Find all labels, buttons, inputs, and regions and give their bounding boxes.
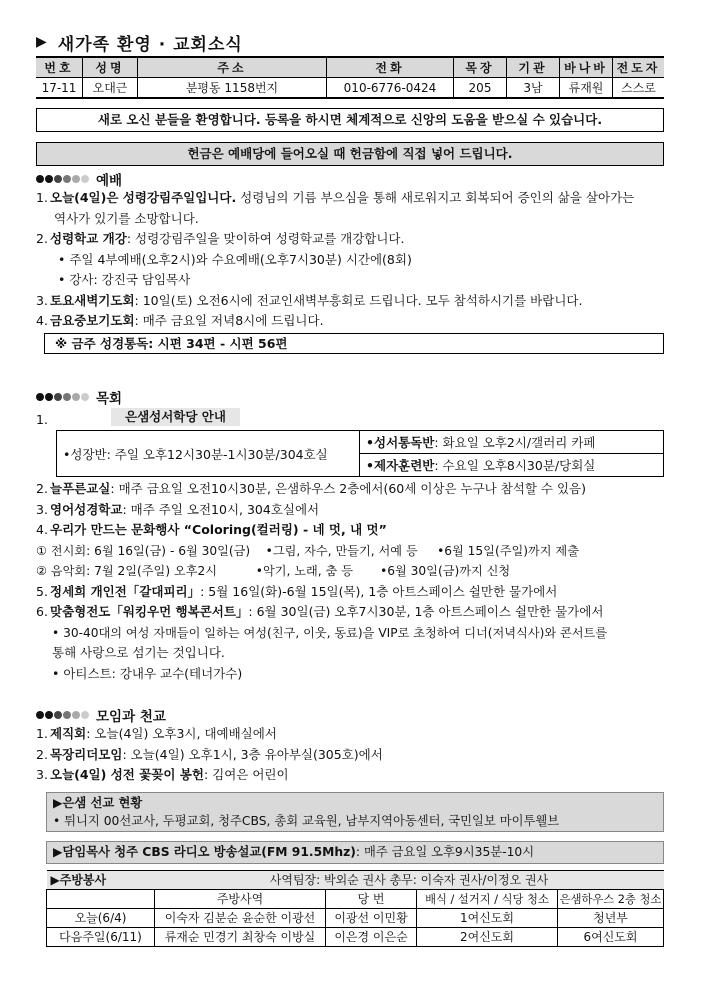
- header-cell: 당 번: [326, 889, 417, 908]
- header-cell: 번호: [36, 57, 83, 78]
- list-item: 2. 목장리더모임: 오늘(4일) 오후1시, 3층 유아부실(305호)에서: [36, 746, 383, 762]
- pastoral-section: [36, 388, 664, 685]
- eunsaem-school-box: [56, 409, 664, 477]
- list-item: 4. 우리가 만드는 문화행사 “Coloring(컬러링) - 네 멋, 내 멋”: [36, 522, 387, 537]
- list-item: 2. 늘푸른교실: 매주 금요일 오전10시30분, 은샘하우스 2층에서(60세 이상은 누구나 참석할 수 있음): [36, 481, 586, 496]
- cell: 오늘(6/4): [47, 908, 155, 927]
- cell: 이은경 이은순: [326, 927, 417, 946]
- cell: 류재순 민경기 최창숙 이방실: [155, 927, 326, 946]
- header-cell: 은샘하우스 2층 청소: [558, 889, 664, 908]
- header-cell: 성명: [83, 57, 138, 78]
- newcomer-table: [36, 56, 664, 99]
- header-cell: [47, 889, 155, 908]
- sub-item: • 강사: 강진국 담임목사: [58, 272, 191, 287]
- cell: 다음주일(6/11): [47, 927, 155, 946]
- offering-box: 헌금은 예배당에 들어오실 때 헌금함에 직접 넣어 드립니다.: [36, 142, 664, 166]
- mission-title: ▶은샘 선교 현황: [53, 795, 143, 810]
- cell: 2여신도회: [417, 927, 558, 946]
- newcomer-row: [36, 78, 664, 99]
- newcomer-header-row: [36, 57, 664, 78]
- page-title: [36, 30, 664, 54]
- eunsaem-table: [56, 430, 664, 477]
- section-heading: [36, 388, 664, 406]
- cell: 청년부: [558, 908, 664, 927]
- list-item: 1. 제직회: 오늘(4일) 오후3시, 대예배실에서: [36, 726, 277, 741]
- cell: 205: [454, 78, 507, 99]
- table-row: [47, 927, 664, 946]
- gathering-section: [36, 706, 664, 786]
- header-cell: 바나바: [560, 57, 613, 78]
- cell: 이광선 이민황: [326, 908, 417, 927]
- sub-item: • 아티스트: 강내우 교수(테너가수): [52, 665, 243, 681]
- cell: 오대근: [83, 78, 138, 99]
- sub-item: ② 음악회: 7월 2일(주일) 오후2시 •악기, 노래, 춤 등 •6월 30일(금)까지 신청: [36, 564, 511, 578]
- section-title: 예배: [96, 173, 123, 189]
- dots-icon: [36, 711, 90, 719]
- sub-item: • 주일 4부예배(오후2시)와 수요예배(오후7시30분) 시간에(8회): [58, 251, 412, 267]
- header-cell: 목장: [454, 57, 507, 78]
- kitchen-service: [46, 870, 664, 947]
- cell: 이숙자 김분순 윤순한 이광선: [155, 908, 326, 927]
- header-cell: 배식 / 설거지 / 식당 청소: [417, 889, 558, 908]
- list-item: 3. 오늘(4일) 성전 꽃꽂이 봉헌: 김여은 어린이: [36, 767, 289, 782]
- mission-text: • 튀니지 00선교사, 두평교회, 청주CBS, 총회 교육원, 남부지역아동센터, 국민일보 마이투웰브: [53, 813, 560, 828]
- sub-item: • 30-40대의 여성 자매들이 일하는 여성(친구, 이웃, 동료)을 VIP로 초청하여 디너(저녁식사)와 콘서트를: [52, 625, 608, 640]
- page-title-text: 새가족 환영 · 교회소식: [57, 34, 243, 55]
- bible-reading-note: ※ 금주 성경통독: 시편 34편 - 시편 56편: [44, 333, 664, 354]
- header-cell: 주방사역: [155, 889, 326, 908]
- cell: •성서통독반: 화요일 오후2시/갤러리 카페: [360, 431, 664, 454]
- eunsaem-tab: 은샘성서학당 안내: [111, 408, 240, 426]
- header-cell: 기관: [507, 57, 560, 78]
- list-item: 1.: [36, 411, 48, 427]
- cell: 3남: [507, 78, 560, 99]
- sub-item: 통해 사랑으로 섬기는 것입니다.: [52, 645, 225, 660]
- cell: 류재원: [560, 78, 613, 99]
- service-leaders: 사역팀장: 박외순 권사 총무: 이숙자 권사/이정오 권사: [155, 870, 664, 889]
- mission-box: [46, 792, 664, 832]
- sub-item: ① 전시회: 6월 16일(금) - 6월 30일(금) •그림, 자수, 만들기, 서예 등 •6월 15일(주일)까지 제출: [36, 543, 579, 558]
- list-item: 3. 영어성경학교: 매주 주일 오전10시, 304호실에서: [36, 501, 320, 517]
- list-item: 6. 맞춤형전도「워킹우먼 행복콘서트」: 6월 30일(금) 오후7시30분, 1층 아트스페이스 쉴만한 물가에서: [36, 604, 604, 619]
- list-item: 4. 금요중보기도회: 매주 금요일 저녁8시에 드립니다.: [36, 313, 324, 328]
- header-cell: 전도자: [613, 57, 665, 78]
- service-title: ▶주방봉사: [47, 870, 155, 889]
- cell: 분평동 1158번지: [138, 78, 327, 99]
- section-heading: [36, 706, 664, 724]
- cell: 010-6776-0424: [327, 78, 454, 99]
- list-item: 1. 오늘(4일)은 성령강림주일입니다. 성령님의 기름 부으심을 통해 새로워지고 회복되어 증인의 삶을 살아가는: [36, 190, 635, 205]
- list-item: 2. 성령학교 개강: 성령강림주일을 맞이하여 성령학교를 개강합니다.: [36, 231, 405, 246]
- section-heading: [36, 170, 664, 188]
- cell: 스스로: [613, 78, 665, 99]
- radio-box: ▶담임목사 청주 CBS 라디오 방송설교(FM 91.5Mhz): 매주 금요일 오후9시35분-10시: [46, 841, 664, 864]
- worship-section: [36, 170, 664, 354]
- section-title: 모임과 천교: [96, 709, 166, 725]
- list-item: 5. 정세희 개인전「갈대피리」: 5월 16일(화)-6월 15일(목), 1층 아트스페이스 쉴만한 물가에서: [36, 583, 558, 599]
- cell: •제자훈련반: 수요일 오후8시30분/당회실: [360, 454, 664, 477]
- dots-icon: [36, 175, 90, 183]
- play-arrow-icon: ▶: [36, 34, 48, 50]
- cell: 17-11: [36, 78, 83, 99]
- cell: 1여신도회: [417, 908, 558, 927]
- cell: 6여신도회: [558, 927, 664, 946]
- welcome-box: 새로 오신 분들을 환영합니다. 등록을 하시면 체계적으로 신앙의 도움을 받으실 수 있습니다.: [36, 108, 664, 132]
- dots-icon: [36, 393, 90, 401]
- cell: •성장반: 주일 오후12시30분-1시30분/304호실: [57, 431, 360, 477]
- list-item-cont: 역사가 있기를 소망합니다.: [54, 210, 199, 226]
- table-row: [47, 908, 664, 927]
- kitchen-service-table: [46, 870, 664, 947]
- header-cell: 전화: [327, 57, 454, 78]
- list-item: 3. 토요새벽기도회: 10일(토) 오전6시에 전교인새벽부흥회로 드립니다. 모두 참석하시기를 바랍니다.: [36, 292, 583, 308]
- header-cell: 주소: [138, 57, 327, 78]
- section-title: 목회: [96, 390, 123, 407]
